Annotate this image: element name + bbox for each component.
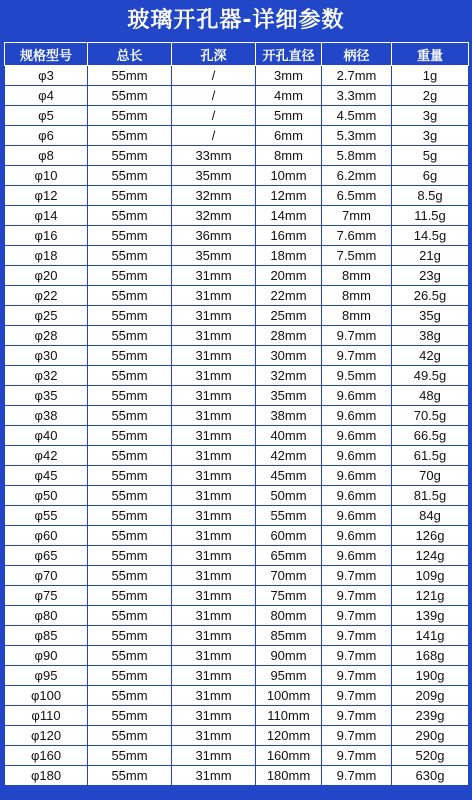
hole-diameter-cell: 110mm (256, 706, 322, 726)
table-row (5, 346, 469, 366)
depth-cell: 31mm (172, 706, 256, 726)
hole-diameter-cell: 28mm (256, 326, 322, 346)
weight-cell: 84g (392, 506, 469, 526)
depth-cell: 31mm (172, 546, 256, 566)
depth-cell: 31mm (172, 666, 256, 686)
depth-cell: 31mm (172, 366, 256, 386)
shank-cell: 9.7mm (322, 726, 392, 746)
table-row (5, 366, 469, 386)
model-cell: φ95 (5, 666, 88, 686)
weight-cell: 21g (392, 246, 469, 266)
weight-cell: 239g (392, 706, 469, 726)
column-header: 孔深 (172, 43, 256, 66)
length-cell: 55mm (88, 386, 172, 406)
depth-cell: 31mm (172, 726, 256, 746)
table-row (5, 386, 469, 406)
model-cell: φ85 (5, 626, 88, 646)
weight-cell: 109g (392, 566, 469, 586)
table-row (5, 426, 469, 446)
model-cell: φ35 (5, 386, 88, 406)
shank-cell: 9.6mm (322, 486, 392, 506)
hole-diameter-cell: 42mm (256, 446, 322, 466)
depth-cell: 31mm (172, 386, 256, 406)
table-row (5, 726, 469, 746)
shank-cell: 3.3mm (322, 86, 392, 106)
hole-diameter-cell: 32mm (256, 366, 322, 386)
depth-cell: 31mm (172, 346, 256, 366)
model-cell: φ32 (5, 366, 88, 386)
shank-cell: 5.3mm (322, 126, 392, 146)
model-cell: φ5 (5, 106, 88, 126)
model-cell: φ38 (5, 406, 88, 426)
shank-cell: 9.7mm (322, 746, 392, 766)
depth-cell: 31mm (172, 326, 256, 346)
length-cell: 55mm (88, 526, 172, 546)
table-row (5, 766, 469, 786)
weight-cell: 14.5g (392, 226, 469, 246)
model-cell: φ180 (5, 766, 88, 786)
table-row (5, 266, 469, 286)
model-cell: φ160 (5, 746, 88, 766)
hole-diameter-cell: 4mm (256, 86, 322, 106)
shank-cell: 9.7mm (322, 766, 392, 786)
shank-cell: 9.7mm (322, 606, 392, 626)
table-row (5, 286, 469, 306)
shank-cell: 6.5mm (322, 186, 392, 206)
model-cell: φ55 (5, 506, 88, 526)
table-row (5, 166, 469, 186)
shank-cell: 7.6mm (322, 226, 392, 246)
length-cell: 55mm (88, 66, 172, 86)
weight-cell: 5g (392, 146, 469, 166)
model-cell: φ10 (5, 166, 88, 186)
model-cell: φ25 (5, 306, 88, 326)
table-row (5, 186, 469, 206)
depth-cell: 31mm (172, 606, 256, 626)
length-cell: 55mm (88, 586, 172, 606)
hole-diameter-cell: 100mm (256, 686, 322, 706)
hole-diameter-cell: 8mm (256, 146, 322, 166)
shank-cell: 9.6mm (322, 406, 392, 426)
weight-cell: 124g (392, 546, 469, 566)
length-cell: 55mm (88, 406, 172, 426)
model-cell: φ65 (5, 546, 88, 566)
shank-cell: 4.5mm (322, 106, 392, 126)
table-row (5, 626, 469, 646)
hole-diameter-cell: 180mm (256, 766, 322, 786)
length-cell: 55mm (88, 446, 172, 466)
length-cell: 55mm (88, 686, 172, 706)
hole-diameter-cell: 70mm (256, 566, 322, 586)
length-cell: 55mm (88, 466, 172, 486)
weight-cell: 141g (392, 626, 469, 646)
depth-cell: / (172, 66, 256, 86)
depth-cell: 31mm (172, 626, 256, 646)
hole-diameter-cell: 12mm (256, 186, 322, 206)
weight-cell: 121g (392, 586, 469, 606)
model-cell: φ80 (5, 606, 88, 626)
depth-cell: 31mm (172, 466, 256, 486)
weight-cell: 630g (392, 766, 469, 786)
hole-diameter-cell: 18mm (256, 246, 322, 266)
shank-cell: 7mm (322, 206, 392, 226)
length-cell: 55mm (88, 646, 172, 666)
model-cell: φ90 (5, 646, 88, 666)
weight-cell: 168g (392, 646, 469, 666)
hole-diameter-cell: 120mm (256, 726, 322, 746)
weight-cell: 3g (392, 106, 469, 126)
shank-cell: 9.6mm (322, 466, 392, 486)
shank-cell: 5.8mm (322, 146, 392, 166)
depth-cell: 31mm (172, 486, 256, 506)
model-cell: φ110 (5, 706, 88, 726)
hole-diameter-cell: 5mm (256, 106, 322, 126)
column-header: 重量 (392, 43, 469, 66)
length-cell: 55mm (88, 366, 172, 386)
depth-cell: 31mm (172, 526, 256, 546)
table-row (5, 486, 469, 506)
length-cell: 55mm (88, 506, 172, 526)
depth-cell: 35mm (172, 246, 256, 266)
model-cell: φ75 (5, 586, 88, 606)
length-cell: 55mm (88, 426, 172, 446)
shank-cell: 8mm (322, 306, 392, 326)
weight-cell: 49.5g (392, 366, 469, 386)
hole-diameter-cell: 6mm (256, 126, 322, 146)
table-row (5, 406, 469, 426)
table-row (5, 326, 469, 346)
depth-cell: 31mm (172, 506, 256, 526)
model-cell: φ120 (5, 726, 88, 746)
table-row (5, 546, 469, 566)
depth-cell: / (172, 106, 256, 126)
length-cell: 55mm (88, 166, 172, 186)
length-cell: 55mm (88, 206, 172, 226)
table-row (5, 606, 469, 626)
weight-cell: 23g (392, 266, 469, 286)
page-title: 玻璃开孔器-详细参数 (127, 8, 345, 33)
length-cell: 55mm (88, 766, 172, 786)
table-row (5, 666, 469, 686)
model-cell: φ20 (5, 266, 88, 286)
weight-cell: 190g (392, 666, 469, 686)
length-cell: 55mm (88, 546, 172, 566)
weight-cell: 290g (392, 726, 469, 746)
weight-cell: 35g (392, 306, 469, 326)
length-cell: 55mm (88, 566, 172, 586)
table-row (5, 206, 469, 226)
length-cell: 55mm (88, 486, 172, 506)
depth-cell: / (172, 126, 256, 146)
model-cell: φ3 (5, 66, 88, 86)
hole-diameter-cell: 80mm (256, 606, 322, 626)
hole-diameter-cell: 55mm (256, 506, 322, 526)
length-cell: 55mm (88, 126, 172, 146)
table-row (5, 566, 469, 586)
table-header-row (5, 43, 469, 66)
weight-cell: 42g (392, 346, 469, 366)
hole-diameter-cell: 40mm (256, 426, 322, 446)
depth-cell: 31mm (172, 266, 256, 286)
depth-cell: 31mm (172, 646, 256, 666)
column-header: 开孔直径 (256, 43, 322, 66)
shank-cell: 9.7mm (322, 586, 392, 606)
length-cell: 55mm (88, 226, 172, 246)
length-cell: 55mm (88, 606, 172, 626)
shank-cell: 9.6mm (322, 446, 392, 466)
length-cell: 55mm (88, 186, 172, 206)
length-cell: 55mm (88, 626, 172, 646)
shank-cell: 8mm (322, 286, 392, 306)
hole-diameter-cell: 16mm (256, 226, 322, 246)
table-row (5, 686, 469, 706)
table-row (5, 746, 469, 766)
model-cell: φ70 (5, 566, 88, 586)
shank-cell: 9.7mm (322, 706, 392, 726)
weight-cell: 3g (392, 126, 469, 146)
model-cell: φ6 (5, 126, 88, 146)
table-row (5, 706, 469, 726)
depth-cell: 31mm (172, 686, 256, 706)
weight-cell: 139g (392, 606, 469, 626)
table-row (5, 466, 469, 486)
column-header: 总长 (88, 43, 172, 66)
shank-cell: 9.7mm (322, 646, 392, 666)
weight-cell: 209g (392, 686, 469, 706)
shank-cell: 9.6mm (322, 506, 392, 526)
shank-cell: 9.6mm (322, 526, 392, 546)
model-cell: φ50 (5, 486, 88, 506)
hole-diameter-cell: 35mm (256, 386, 322, 406)
model-cell: φ40 (5, 426, 88, 446)
hole-diameter-cell: 95mm (256, 666, 322, 686)
model-cell: φ28 (5, 326, 88, 346)
weight-cell: 126g (392, 526, 469, 546)
table-row (5, 226, 469, 246)
table-row (5, 646, 469, 666)
weight-cell: 11.5g (392, 206, 469, 226)
length-cell: 55mm (88, 106, 172, 126)
hole-diameter-cell: 30mm (256, 346, 322, 366)
model-cell: φ14 (5, 206, 88, 226)
table-row (5, 306, 469, 326)
hole-diameter-cell: 90mm (256, 646, 322, 666)
hole-diameter-cell: 50mm (256, 486, 322, 506)
spec-table (4, 42, 469, 786)
shank-cell: 9.7mm (322, 326, 392, 346)
length-cell: 55mm (88, 746, 172, 766)
table-row (5, 586, 469, 606)
table-row (5, 126, 469, 146)
model-cell: φ4 (5, 86, 88, 106)
model-cell: φ12 (5, 186, 88, 206)
hole-diameter-cell: 10mm (256, 166, 322, 186)
depth-cell: 31mm (172, 766, 256, 786)
shank-cell: 9.6mm (322, 546, 392, 566)
model-cell: φ100 (5, 686, 88, 706)
weight-cell: 8.5g (392, 186, 469, 206)
depth-cell: 33mm (172, 146, 256, 166)
length-cell: 55mm (88, 706, 172, 726)
shank-cell: 2.7mm (322, 66, 392, 86)
hole-diameter-cell: 75mm (256, 586, 322, 606)
hole-diameter-cell: 3mm (256, 66, 322, 86)
table-row (5, 446, 469, 466)
shank-cell: 7.5mm (322, 246, 392, 266)
weight-cell: 1g (392, 66, 469, 86)
shank-cell: 9.7mm (322, 346, 392, 366)
weight-cell: 520g (392, 746, 469, 766)
shank-cell: 9.7mm (322, 666, 392, 686)
shank-cell: 9.6mm (322, 426, 392, 446)
length-cell: 55mm (88, 266, 172, 286)
shank-cell: 9.7mm (322, 686, 392, 706)
length-cell: 55mm (88, 346, 172, 366)
table-row (5, 86, 469, 106)
table-row (5, 66, 469, 86)
hole-diameter-cell: 45mm (256, 466, 322, 486)
depth-cell: 31mm (172, 446, 256, 466)
depth-cell: 32mm (172, 206, 256, 226)
model-cell: φ42 (5, 446, 88, 466)
length-cell: 55mm (88, 666, 172, 686)
shank-cell: 9.5mm (322, 366, 392, 386)
depth-cell: 31mm (172, 286, 256, 306)
weight-cell: 66.5g (392, 426, 469, 446)
length-cell: 55mm (88, 286, 172, 306)
weight-cell: 6g (392, 166, 469, 186)
hole-diameter-cell: 14mm (256, 206, 322, 226)
depth-cell: 32mm (172, 186, 256, 206)
column-header: 柄径 (322, 43, 392, 66)
weight-cell: 2g (392, 86, 469, 106)
weight-cell: 70.5g (392, 406, 469, 426)
hole-diameter-cell: 85mm (256, 626, 322, 646)
length-cell: 55mm (88, 306, 172, 326)
column-header: 规格型号 (5, 43, 88, 66)
weight-cell: 48g (392, 386, 469, 406)
weight-cell: 70g (392, 466, 469, 486)
depth-cell: 35mm (172, 166, 256, 186)
hole-diameter-cell: 20mm (256, 266, 322, 286)
hole-diameter-cell: 160mm (256, 746, 322, 766)
depth-cell: 31mm (172, 566, 256, 586)
hole-diameter-cell: 60mm (256, 526, 322, 546)
length-cell: 55mm (88, 726, 172, 746)
depth-cell: 31mm (172, 306, 256, 326)
model-cell: φ60 (5, 526, 88, 546)
depth-cell: 31mm (172, 406, 256, 426)
table-row (5, 106, 469, 126)
length-cell: 55mm (88, 246, 172, 266)
depth-cell: 31mm (172, 746, 256, 766)
model-cell: φ22 (5, 286, 88, 306)
depth-cell: 31mm (172, 586, 256, 606)
depth-cell: 36mm (172, 226, 256, 246)
model-cell: φ30 (5, 346, 88, 366)
hole-diameter-cell: 25mm (256, 306, 322, 326)
shank-cell: 9.6mm (322, 386, 392, 406)
table-row (5, 526, 469, 546)
model-cell: φ8 (5, 146, 88, 166)
shank-cell: 8mm (322, 266, 392, 286)
weight-cell: 26.5g (392, 286, 469, 306)
length-cell: 55mm (88, 86, 172, 106)
weight-cell: 38g (392, 326, 469, 346)
hole-diameter-cell: 65mm (256, 546, 322, 566)
shank-cell: 9.7mm (322, 626, 392, 646)
hole-diameter-cell: 22mm (256, 286, 322, 306)
table-row (5, 506, 469, 526)
hole-diameter-cell: 38mm (256, 406, 322, 426)
length-cell: 55mm (88, 326, 172, 346)
depth-cell: 31mm (172, 426, 256, 446)
model-cell: φ16 (5, 226, 88, 246)
depth-cell: / (172, 86, 256, 106)
weight-cell: 81.5g (392, 486, 469, 506)
model-cell: φ45 (5, 466, 88, 486)
table-row (5, 146, 469, 166)
table-row (5, 246, 469, 266)
length-cell: 55mm (88, 146, 172, 166)
model-cell: φ18 (5, 246, 88, 266)
shank-cell: 6.2mm (322, 166, 392, 186)
table-body (5, 66, 469, 786)
shank-cell: 9.7mm (322, 566, 392, 586)
weight-cell: 61.5g (392, 446, 469, 466)
